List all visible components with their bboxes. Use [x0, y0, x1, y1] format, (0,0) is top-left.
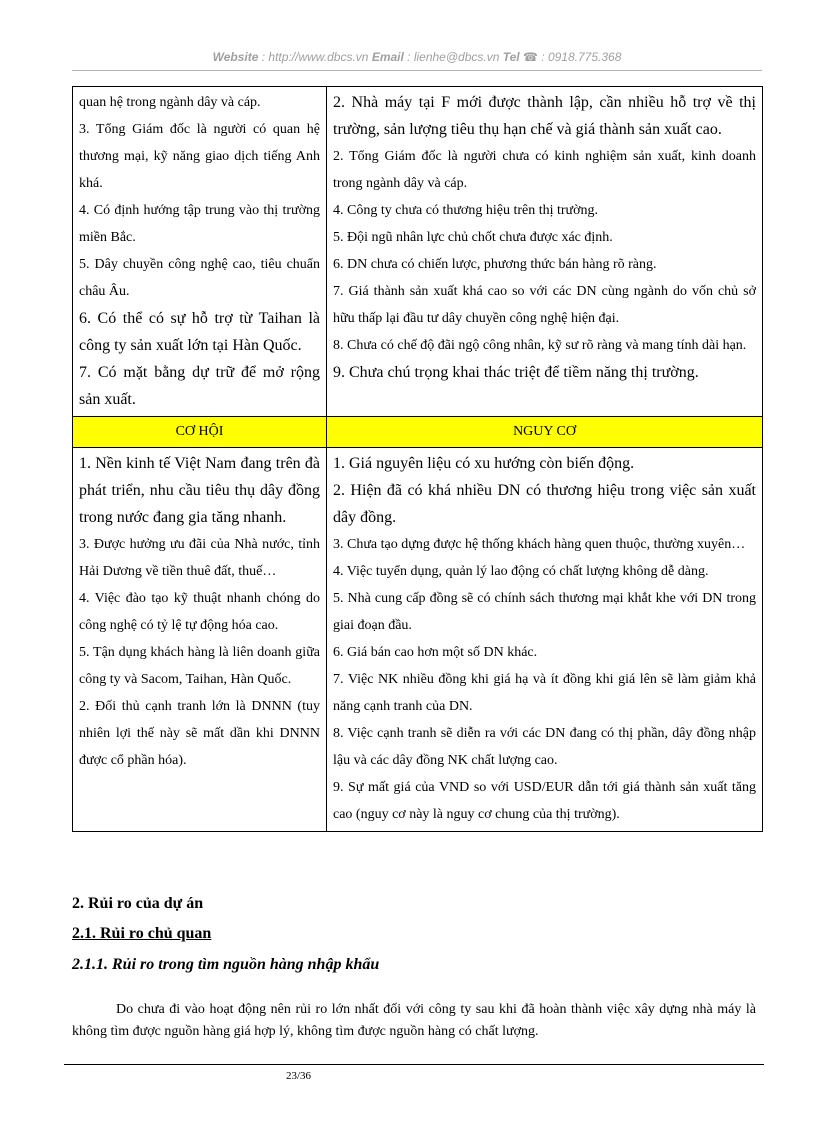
strength-item: 5. Dây chuyền công nghệ cao, tiêu chuẩn châu Âu. — [79, 257, 320, 299]
threats-cell — [327, 448, 763, 832]
page-number: 23/36 — [286, 1070, 312, 1082]
opportunity-item: 2. Đối thủ cạnh tranh lớn là DNNN (tuy nhiên lợi thế này sẽ mất dần khi DNNN được cổ phần hóa). — [79, 699, 320, 768]
strengths-weaknesses-row — [73, 87, 763, 417]
threat-item: 8. Việc cạnh tranh sẽ diễn ra với các DN đang có thị phần, dây đồng nhập lậu và các dây đồng NK chất lượng cao. — [333, 726, 756, 768]
strength-item: 7. Có mặt bằng dự trữ để mở rộng sản xuất. — [79, 364, 320, 408]
body-paragraph: Do chưa đi vào hoạt động nên rủi ro lớn nhất đối với công ty sau khi đã hoàn thành việc xây dựng nhà máy là không tìm được nguồn hàng giá hợp lý, không tìm được nguồn hàng có chất lượng. — [72, 1002, 756, 1039]
weakness-item: 7. Giá thành sản xuất khá cao so với các DN cùng ngành do vốn chủ sở hữu thấp lại đầu tư dây chuyền công nghệ hiện đại. — [333, 284, 756, 326]
threat-item: 2. Hiện đã có khá nhiều DN có thương hiệu trong việc sản xuất dây đồng. — [333, 482, 756, 526]
opportunity-item: 3. Được hưởng ưu đãi của Nhà nước, tỉnh Hải Dương về tiền thuê đất, thuế… — [79, 537, 320, 579]
email-label: Email — [371, 50, 404, 64]
opportunities-cell — [73, 448, 327, 832]
strengths-cell — [73, 87, 327, 417]
threat-item: 3. Chưa tạo dựng được hệ thống khách hàng quen thuộc, thường xuyên… — [333, 537, 746, 552]
weakness-item: 8. Chưa có chế độ đãi ngộ công nhân, kỹ sư rõ ràng và mang tính dài hạn. — [333, 338, 747, 353]
phone-icon: ☎ — [523, 50, 538, 64]
opportunity-item: 4. Việc đào tạo kỹ thuật nhanh chóng do công nghệ có tỷ lệ tự động hóa cao. — [79, 591, 320, 633]
threat-item: 1. Giá nguyên liệu có xu hướng còn biến động. — [333, 455, 635, 472]
email-value: : lienhe@dbcs.vn — [403, 50, 500, 64]
strength-item: quan hệ trong ngành dây và cáp. — [79, 95, 261, 110]
section-subsubtitle: 2.1.1. Rủi ro trong tìm nguồn hàng nhập khẩu — [72, 956, 380, 973]
website-label: Website — [212, 50, 259, 64]
opportunity-item: 1. Nền kinh tế Việt Nam đang trên đà phát triển, nhu cầu tiêu thụ dây đồng trong nước đang gia tăng nhanh. — [79, 455, 320, 526]
section-subtitle: 2.1. Rủi ro chủ quan — [72, 925, 212, 942]
threat-item: 5. Nhà cung cấp đồng sẽ có chính sách thương mại khắt khe với DN trong giai đoạn đầu. — [333, 591, 756, 633]
threats-header: NGUY CƠ — [327, 417, 763, 448]
weakness-item: 6. DN chưa có chiến lược, phương thức bán hàng rõ ràng. — [333, 257, 657, 272]
strength-item: 6. Có thể có sự hỗ trợ từ Taihan là công ty sản xuất lớn tại Hàn Quốc. — [79, 310, 320, 354]
opportunities-threats-row — [73, 448, 763, 832]
weaknesses-cell — [327, 87, 763, 417]
weakness-item: 2. Tổng Giám đốc là người chưa có kinh nghiệm sản xuất, kinh doanh trong ngành dây và cáp. — [333, 149, 756, 191]
opportunity-item: 5. Tận dụng khách hàng là liên doanh giữa công ty và Sacom, Taihan, Hàn Quốc. — [79, 645, 320, 687]
threat-item: 7. Việc NK nhiều đồng khi giá hạ và ít đồng khi giá lên sẽ làm giảm khả năng cạnh tranh của DN. — [333, 672, 756, 714]
header-divider — [72, 70, 762, 71]
opportunities-header: CƠ HỘI — [73, 417, 327, 448]
weakness-item: 2. Nhà máy tại F mới được thành lập, cần nhiều hỗ trợ về thị trường, sản lượng tiêu thụ hạn chế và giá thành sản xuất cao. — [333, 94, 756, 138]
threat-item: 6. Giá bán cao hơn một số DN khác. — [333, 645, 538, 660]
swot-table — [72, 86, 763, 832]
section-title: 2. Rủi ro của dự án — [72, 895, 204, 912]
opportunities-threats-header-row — [73, 417, 763, 448]
weakness-item: 5. Đội ngũ nhân lực chủ chốt chưa được xác định. — [333, 230, 613, 245]
weakness-item: 9. Chưa chú trọng khai thác triệt để tiềm năng thị trường. — [333, 364, 699, 381]
strength-item: 4. Có định hướng tập trung vào thị trường miền Bắc. — [79, 203, 320, 245]
threat-item: 4. Việc tuyển dụng, quản lý lao động có chất lượng không dễ dàng. — [333, 564, 709, 579]
website-value: : http://www.dbcs.vn — [258, 50, 369, 64]
page-header — [72, 50, 762, 64]
strength-item: 3. Tổng Giám đốc là người có quan hệ thương mại, kỹ năng giao dịch tiếng Anh khá. — [79, 122, 320, 191]
weakness-item: 4. Công ty chưa có thương hiệu trên thị trường. — [333, 203, 599, 218]
threat-item: 9. Sự mất giá của VND so với USD/EUR dẫn tới giá thành sản xuất tăng cao (nguy cơ này là nguy cơ chung của thị trường). — [333, 780, 756, 822]
tel-label: Tel — [502, 50, 520, 64]
tel-value: : 0918.775.368 — [537, 50, 622, 64]
footer-divider — [64, 1064, 764, 1065]
